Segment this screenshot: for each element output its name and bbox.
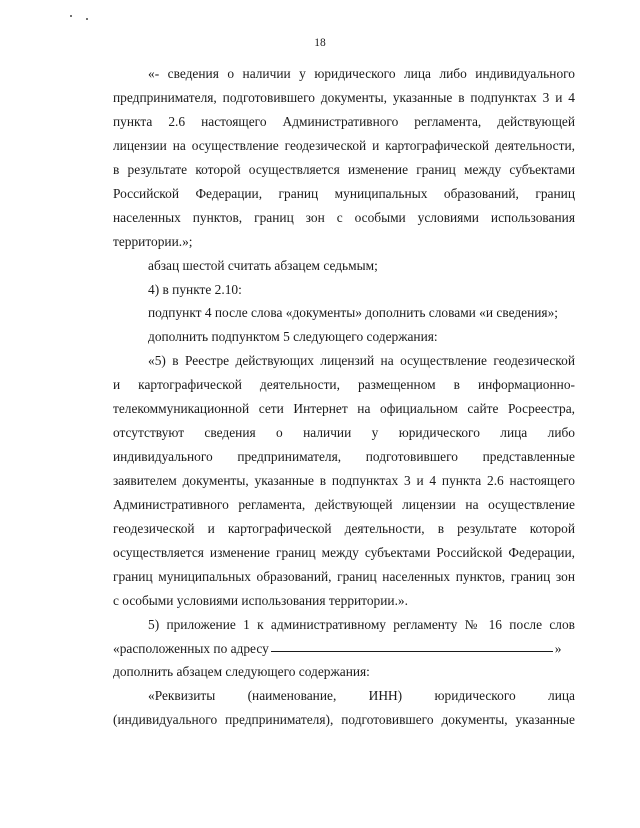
text-line: осуществляется изменение границ между субъектами Российской Федерации, <box>113 545 575 560</box>
text-line: 5) приложение 1 к административному регламенту № 16 после слов <box>148 617 575 632</box>
text-line: 4) в пункте 2.10: <box>148 282 242 297</box>
text-line: отсутствуют сведения о наличии у юридического лица либо <box>113 425 575 440</box>
text-fragment: «расположенных по адресу <box>113 641 269 656</box>
text-fragment: » <box>554 641 562 656</box>
text-line: предпринимателя, подготовившего документы, указанные в подпунктах 3 и 4 <box>113 90 575 105</box>
text-line: лицензии на осуществление геодезической и картографической деятельности, <box>113 138 575 153</box>
text-line: абзац шестой считать абзацем седьмым; <box>148 258 378 273</box>
address-blank <box>271 650 553 652</box>
address-line <box>113 641 562 657</box>
text-line: территории.»; <box>113 234 193 249</box>
text-line: индивидуального предпринимателя, подготовившего представленные <box>113 449 575 464</box>
text-line: «- сведения о наличии у юридического лица либо индивидуального <box>148 66 575 81</box>
text-line: «5) в Реестре действующих лицензий на осуществление геодезической <box>148 353 575 368</box>
text-line: дополнить абзацем следующего содержания: <box>113 664 370 679</box>
scan-speck <box>86 18 88 20</box>
text-line: Административного регламента, действующей лицензии на осуществление <box>113 497 575 512</box>
text-line: телекоммуникационной сети Интернет на официальном сайте Росреестра, <box>113 401 575 416</box>
text-line: границ муниципальных образований, границ населенных пунктов, границ зон <box>113 569 575 584</box>
text-line: дополнить подпунктом 5 следующего содержания: <box>148 329 438 344</box>
text-line: населенных пунктов, границ зон с особыми условиями использования <box>113 210 575 225</box>
text-line: геодезической и картографической деятельности, в результате которой <box>113 521 575 536</box>
text-line: и картографической деятельности, размещенном в информационно- <box>113 377 575 392</box>
text-line: (индивидуального предпринимателя), подготовившего документы, указанные <box>113 712 575 727</box>
text-line: «Реквизиты (наименование, ИНН) юридического лица <box>148 688 575 703</box>
text-line: Российской Федерации, границ муниципальных образований, границ <box>113 186 575 201</box>
page-number: 18 <box>314 37 326 49</box>
text-line: в результате которой осуществляется изменение границ между субъектами <box>113 162 575 177</box>
text-line: пункта 2.6 настоящего Административного регламента, действующей <box>113 114 575 129</box>
text-line: заявителем документы, указанные в подпунктах 3 и 4 пункта 2.6 настоящего <box>113 473 575 488</box>
text-line: с особыми условиями использования территории.». <box>113 593 408 608</box>
text-line: подпункт 4 после слова «документы» дополнить словами «и сведения»; <box>148 305 559 320</box>
scan-speck <box>70 15 72 17</box>
